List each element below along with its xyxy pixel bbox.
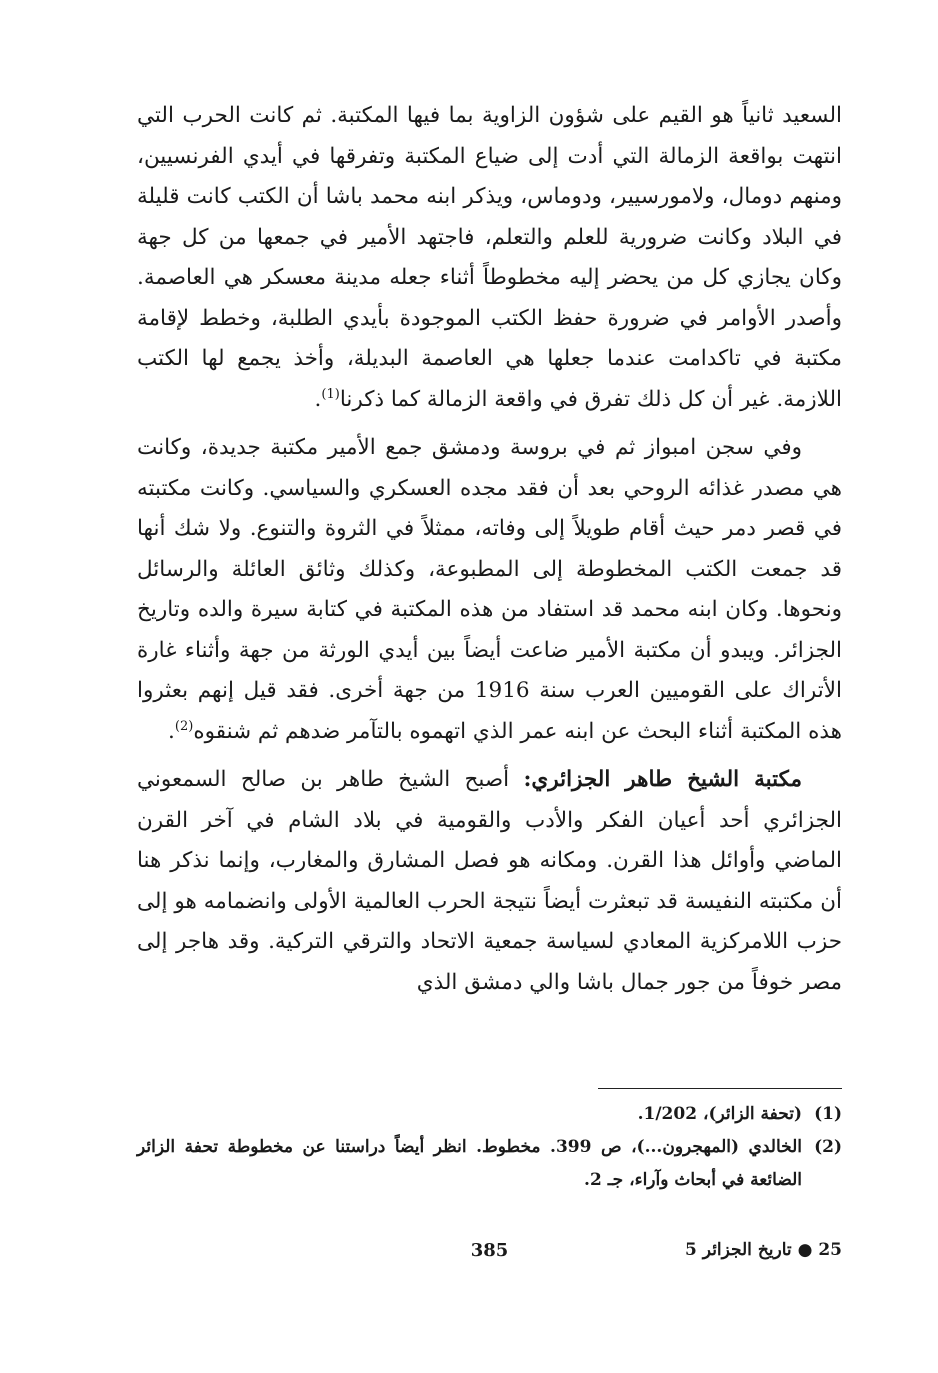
footnotes — [137, 1098, 842, 1197]
footnote-2 — [137, 1131, 842, 1197]
footnote-1-number: (1) — [814, 1104, 842, 1124]
paragraph-3-text: أصبح الشيخ طاهر بن صالح السمعوني الجزائري أحد أعيان الفكر والأدب والقومية في بلاد الشام في آخر القرن الماضي وأوائل هذا القرن. ومكانه هو فصل المشارق والمغارب، وإنما نذكر هنا أن مكتبته النفيسة قد تبعثرت أيضاً نتيجة الحرب العالمية الأولى وانضمامه هو إلى حزب اللامركزية المعادي لسياسة جمعية الاتحاد والترقي التركية. وقد هاجر إلى مصر خوفاً من جور جمال باشا والي دمشق الذي — [137, 767, 842, 995]
footnote-ref-1: (1) — [321, 386, 340, 402]
footnote-1 — [137, 1098, 842, 1131]
section-heading: مكتبة الشيخ طاهر الجزائري: — [523, 767, 802, 792]
page-number: 385 — [470, 1240, 509, 1261]
footnote-1-text: (تحفة الزائر)، 1/202. — [637, 1104, 802, 1124]
paragraph-3 — [137, 760, 842, 1003]
paragraph-2-text: وفي سجن امبواز ثم في بروسة ودمشق جمع الأمير مكتبة جديدة، وكانت هي مصدر غذائه الروحي بعد أن فقد مجده العسكري والسياسي. وكانت مكتبته في قصر دمر حيث أقام طويلاً إلى وفاته، ممثلاً في الثروة والتنوع. ولا شك أنها قد جمعت الكتب المخطوطة إلى المطبوعة، وكذلك وثائق العائلة والرسائل ونحوها. وكان ابنه محمد قد استفاد من هذه المكتبة في كتابة سيرة والده وتاريخ الجزائر. ويبدو أن مكتبة الأمير ضاعت أيضاً بين أيدي الورثة من جهة وأثناء غارة الأتراك على القوميين العرب سنة 1916 من جهة أخرى. فقد قيل إنهم بعثروا هذه المكتبة أثناء البحث عن ابنه عمر الذي اتهموه بالتآمر ضدهم ثم شنقوه — [137, 435, 842, 744]
footnote-2-text: الخالدي (المهجرون...)، ص 399. مخطوط. انظر أيضاً دراستنا عن مخطوطة تحفة الزائر الضائعة في أبحاث وآراء، جـ 2. — [137, 1137, 802, 1190]
footnote-divider — [598, 1088, 842, 1089]
footnote-ref-2: (2) — [174, 718, 194, 734]
paragraph-1-tail: . — [314, 386, 322, 412]
footnote-2-number: (2) — [814, 1137, 842, 1157]
paragraph-2-tail: . — [168, 718, 175, 744]
body-text — [137, 96, 842, 1003]
paragraph-1 — [137, 96, 842, 420]
paragraph-1-text: السعيد ثانياً هو القيم على شؤون الزاوية بما فيها المكتبة. ثم كانت الحرب التي انتهت بواقعة الزمالة التي أدت إلى ضياع المكتبة وتفرقها في أيدي الفرنسيين، ومنهم دومال، ولامورسيير، ودوماس، ويذكر ابنه محمد باشا أن الكتب كانت قليلة في البلاد وكانت ضرورية للعلم والتعلم، فاجتهد الأمير في جمعها من كل جهة وكان يجازي كل من يحضر إليه مخطوطاً أثناء جعله مدينة معسكر هي العاصمة. وأصدر الأوامر في ضرورة حفظ الكتب الموجودة بأيدي الطلبة، وخطط لإقامة مكتبة في تاكدامت عندما جعلها هي العاصمة البديلة، وأخذ يجمع لها الكتب اللازمة. غير أن كل ذلك تفرق في واقعة الزمالة كما ذكرنا — [137, 103, 842, 412]
signature-label: 25 ● تاريخ الجزائر 5 — [685, 1240, 842, 1260]
page-footer — [137, 1240, 842, 1270]
paragraph-2 — [137, 428, 842, 752]
